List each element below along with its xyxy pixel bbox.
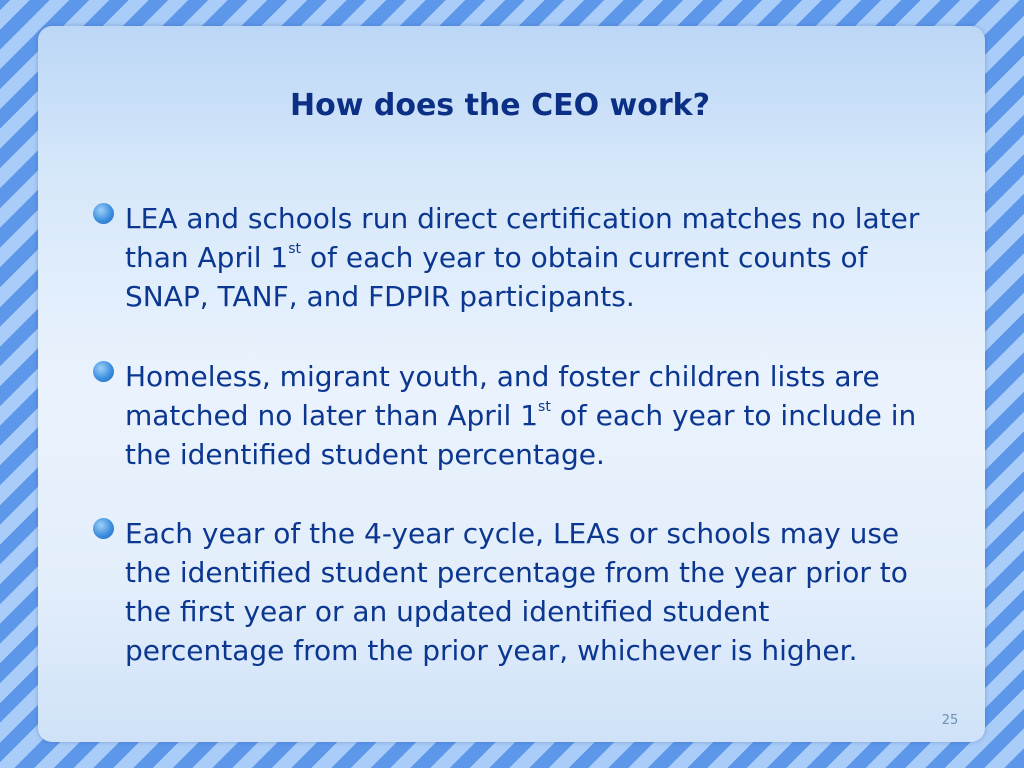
bullet-line: percentage from the prior year, whichever is higher. bbox=[125, 634, 858, 667]
ordinal-suffix: st bbox=[288, 240, 302, 257]
bullet-text: matched no later than April 1 bbox=[125, 399, 539, 432]
bullet-line: Each year of the 4-year cycle, LEAs or schools may use bbox=[125, 517, 900, 550]
bullet-line: SNAP, TANF, and FDPIR participants. bbox=[125, 280, 635, 313]
slide-title: How does the CEO work? bbox=[289, 88, 711, 123]
slide-page-number: 25 bbox=[941, 713, 959, 728]
bullet-item-direct-certification bbox=[125, 199, 1005, 316]
bullet-line: the identified student percentage. bbox=[125, 438, 605, 471]
bullet-text: of each year to include in bbox=[550, 399, 917, 432]
bullet-item-four-year-cycle bbox=[125, 514, 1005, 670]
bullet-dot-icon bbox=[93, 518, 114, 539]
bullet-dot-icon bbox=[93, 361, 114, 382]
bullet-line: the first year or an updated identified student bbox=[125, 595, 770, 628]
bullet-text: of each year to obtain current counts of bbox=[301, 241, 868, 274]
bullet-line: Homeless, migrant youth, and foster children lists are bbox=[125, 360, 880, 393]
bullet-item-homeless-migrant-foster bbox=[125, 357, 1005, 474]
bullet-line bbox=[125, 238, 1005, 277]
ordinal-suffix: st bbox=[538, 398, 551, 415]
bullet-text: than April 1 bbox=[125, 241, 289, 274]
bullet-line bbox=[125, 396, 1005, 435]
bullet-line: LEA and schools run direct certification matches no later bbox=[125, 202, 920, 235]
bullet-line: the identified student percentage from the year prior to bbox=[125, 556, 908, 589]
bullet-dot-icon bbox=[93, 203, 114, 224]
